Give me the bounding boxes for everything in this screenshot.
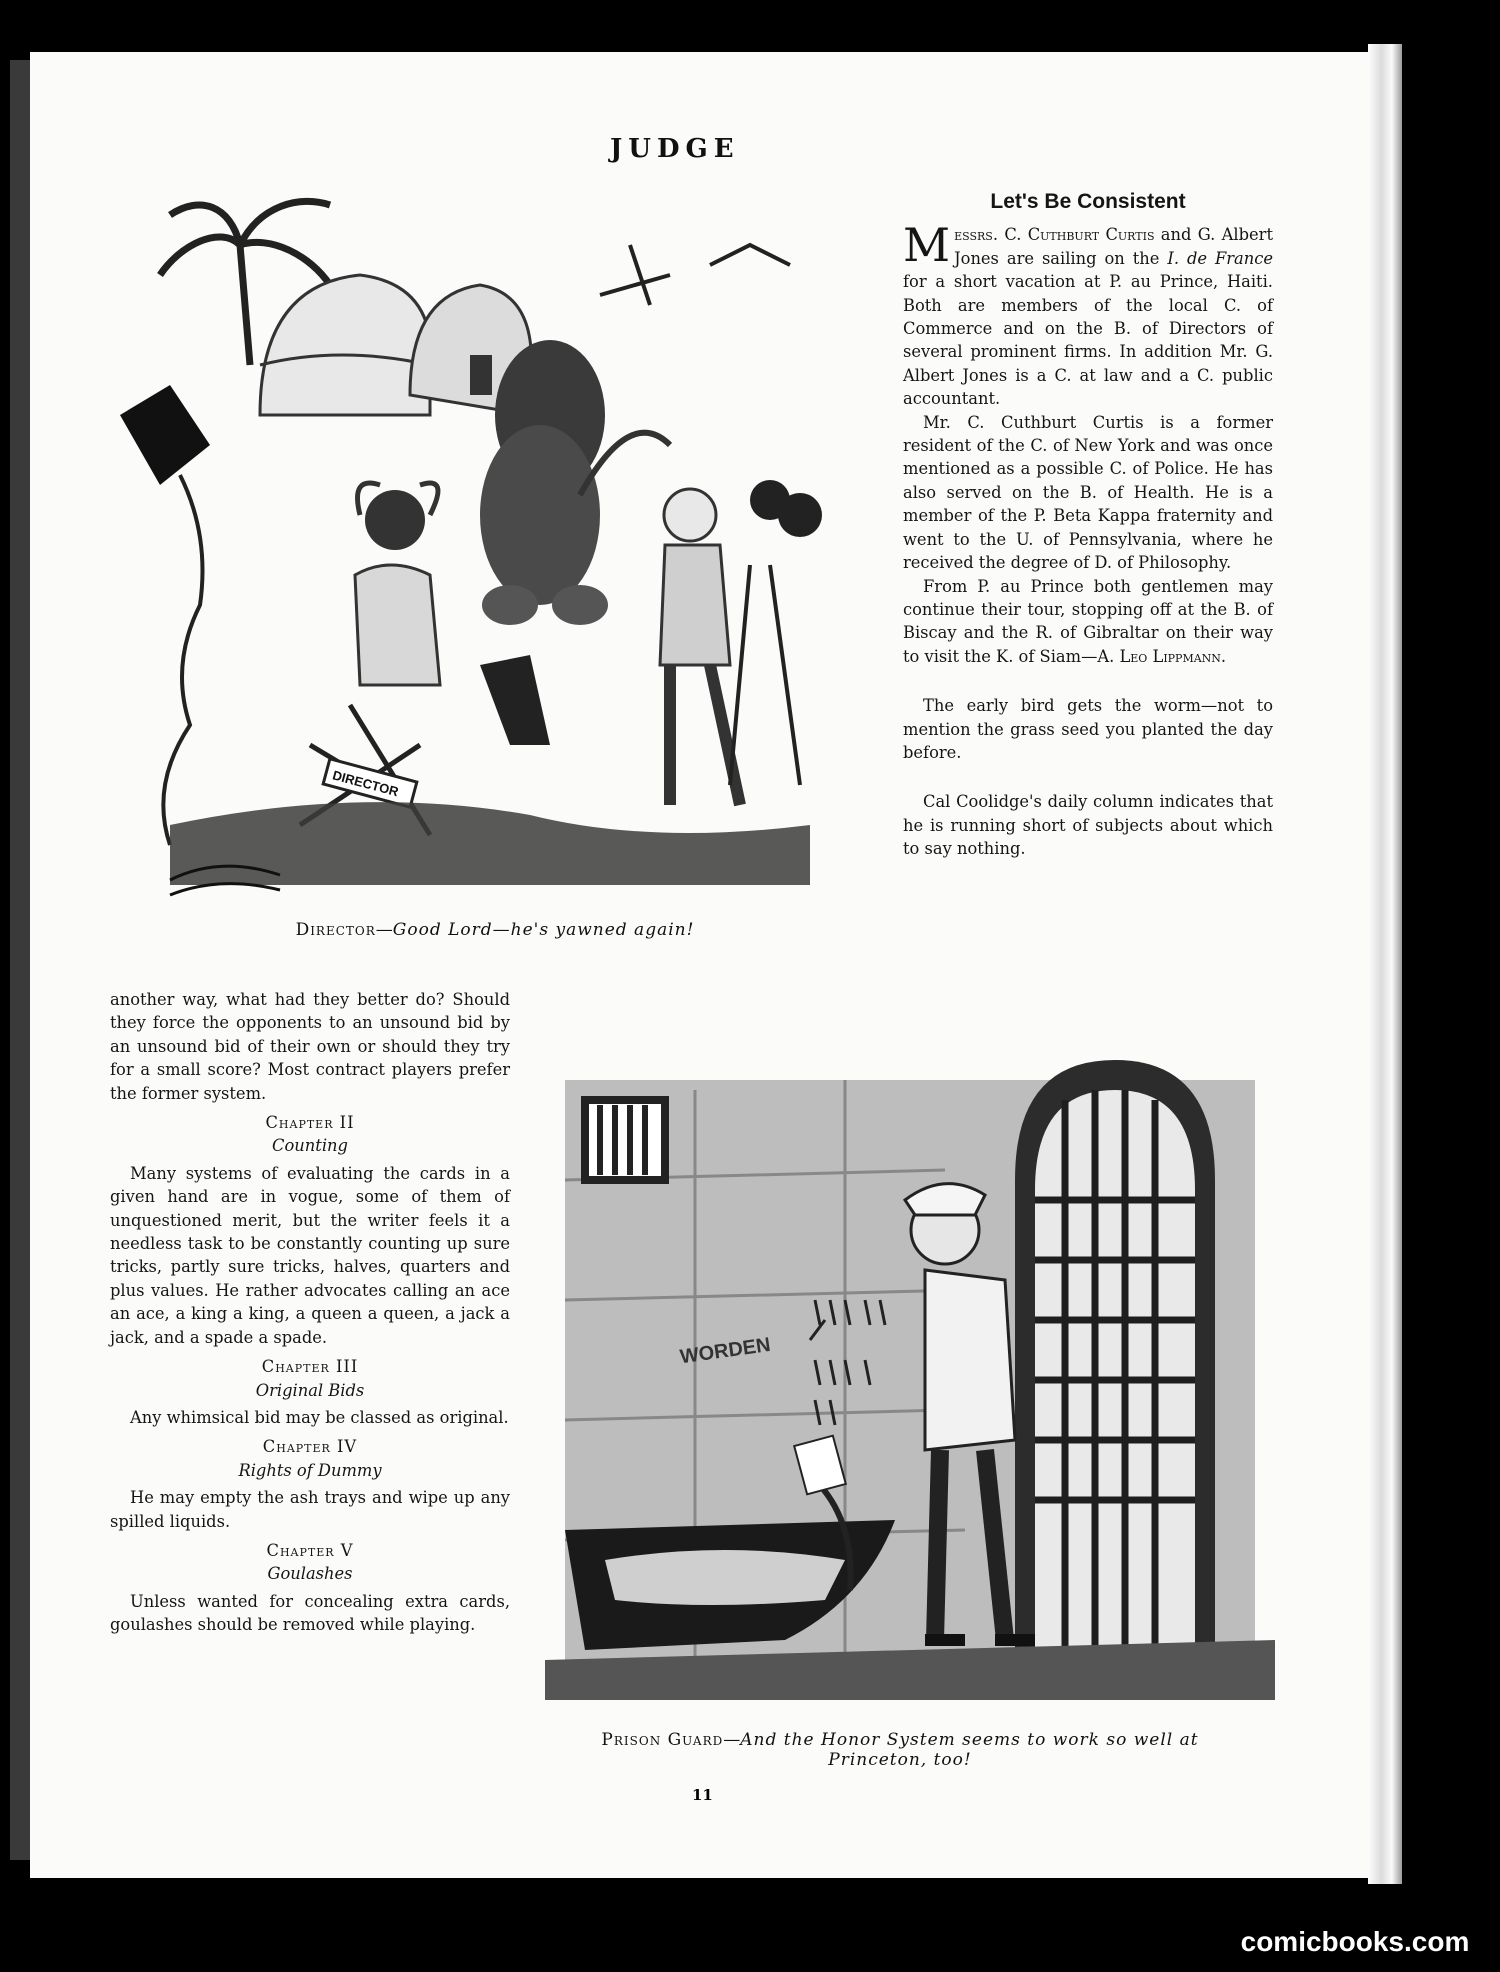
filler-early-bird: The early bird gets the worm—not to mention the grass seed you planted the day before. xyxy=(903,696,1273,762)
chapter-text: Unless wanted for concealing extra cards, goulashes should be removed while playing. xyxy=(110,1591,510,1635)
bridge-article-column xyxy=(110,988,510,1637)
chapter-subtitle: Rights of Dummy xyxy=(238,1460,382,1480)
drop-cap: M xyxy=(903,218,951,273)
wall-scrawl: WORDEN xyxy=(678,1333,772,1369)
caption-speaker: Prison Guard xyxy=(601,1730,724,1750)
chapter-text: Any whimsical bid may be classed as original. xyxy=(130,1407,509,1427)
article-column xyxy=(903,190,1273,861)
bridge-intro: another way, what had they better do? Should they force the opponents to an unsound bid by an unsound bid of their own or should they try for a small score? Most contract players prefer the former system. xyxy=(110,990,510,1103)
chapter-heading: Chapter III xyxy=(261,1357,359,1377)
director-cartoon-illustration xyxy=(110,185,870,915)
chapter-subtitle: Goulashes xyxy=(267,1564,353,1584)
chapter-text: He may empty the ash trays and wipe up any spilled liquids. xyxy=(110,1488,510,1531)
caption-line: And the Honor System seems to work so well at Princeton, too! xyxy=(740,1730,1199,1770)
chair-label: DIRECTOR xyxy=(330,767,401,800)
page-number: 11 xyxy=(692,1786,713,1804)
page-edge xyxy=(1368,44,1402,1884)
site-watermark: comicbooks.com xyxy=(1210,1912,1500,1972)
caption-line: Good Lord—he's yawned again! xyxy=(392,920,695,940)
chapter-subtitle: Original Bids xyxy=(255,1380,365,1400)
masthead: JUDGE xyxy=(610,134,740,164)
article-paragraph-2: Mr. C. Cuthburt Curtis is a former resident of the C. of New York and was once mentioned as a possible C. of Police. He has also served on the B. of Health. He is a member of the P. Beta Kappa fraternity and went to the U. of Pennsylvania, where he received the degree of D. of Philosophy. xyxy=(903,412,1273,573)
book-spine xyxy=(10,60,30,1860)
prison-guard-cartoon-illustration xyxy=(545,1000,1275,1700)
filler-coolidge: Cal Coolidge's daily column indicates that he is running short of subjects about which to say nothing. xyxy=(903,792,1273,859)
article-paragraph-1: Messrs. C. Cuthburt Curtis and G. Albert Jones are sailing on the I. de France for a short vacation at P. au Prince, Haiti. Both are members of the local C. of Commerce and on the B. of Directors of several prominent firms. In addition Mr. G. Albert Jones is a C. at law and a C. public accountant. xyxy=(903,218,1273,409)
article-paragraph-3: From P. au Prince both gentlemen may continue their tour, stopping off at the B. of Biscay and the R. of Gibraltar on their way to visit the K. of Siam—A. Leo Lippmann. xyxy=(903,576,1273,666)
chapter-subtitle: Counting xyxy=(272,1136,348,1156)
article-title: Let's Be Consistent xyxy=(990,190,1186,213)
caption-speaker: Director xyxy=(295,920,376,940)
prison-guard-cartoon-caption: Prison Guard—And the Honor System seems to work so well at Princeton, too! xyxy=(601,1730,1199,1770)
director-cartoon-caption: Director—Good Lord—he's yawned again! xyxy=(295,920,695,940)
chapter-heading: Chapter V xyxy=(266,1540,354,1560)
chapter-heading: Chapter IV xyxy=(262,1437,358,1457)
article-author: A. Leo Lippmann. xyxy=(1097,646,1227,666)
chapter-text: Many systems of evaluating the cards in a given hand are in vogue, some of them of unquestioned merit, but the writer feels it a needless task to be constantly counting up sure tricks, partly sure tricks, halves, quarters and plus values. He rather advocates calling an ace an ace, a king a king, a queen a queen, a jack a jack, and a spade a spade. xyxy=(110,1163,510,1347)
chapter-heading: Chapter II xyxy=(265,1113,355,1133)
